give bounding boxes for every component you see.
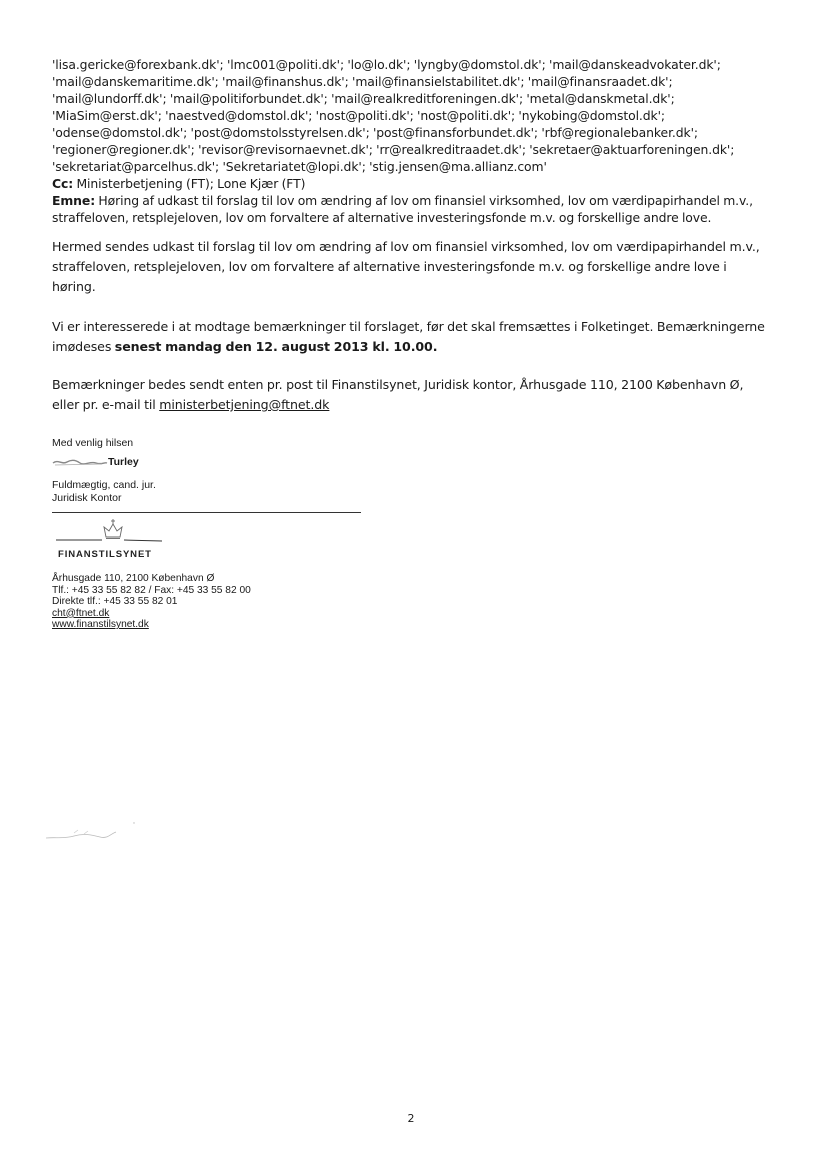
contact-block <box>52 573 251 631</box>
recipient-line: 'mail@danskemaritime.dk'; 'mail@finanshus.dk'; 'mail@finansielstabilitet.dk'; 'mail@finansraadet.dk'; <box>52 74 673 89</box>
paragraph-deadline <box>52 317 782 357</box>
signature-details <box>52 479 156 504</box>
contact-phone: Tlf.: +45 33 55 82 82 / Fax: +45 33 55 82 00 <box>52 584 251 596</box>
deadline-prefix: imødeses <box>52 339 115 354</box>
subject-text-2: straffeloven, retsplejeloven, lov om forvaltere af alternative investeringsfonde m.v. og forskellige andre love. <box>52 210 712 225</box>
paragraph-intro <box>52 237 782 297</box>
subject-line <box>52 192 782 226</box>
cc-line <box>52 175 782 192</box>
contact-direct-phone: Direkte tlf.: +45 33 55 82 01 <box>52 596 178 607</box>
crown-logo-icon <box>52 516 164 546</box>
paragraph-line: straffeloven, retsplejeloven, lov om forvaltere af alternative investeringsfonde m.v. og forskellige andre love i <box>52 259 727 274</box>
scan-smudge-icon <box>44 820 144 844</box>
recipient-list <box>52 56 772 175</box>
signature-greeting: Med venlig hilsen <box>52 437 134 449</box>
redaction-scribble-icon <box>52 457 108 467</box>
cc-label: Cc: <box>52 176 74 191</box>
contact-email-link[interactable]: cht@ftnet.dk <box>52 607 110 619</box>
paragraph-line <box>52 395 782 415</box>
signature-department: Juridisk Kontor <box>52 491 122 504</box>
recipient-line: 'regioner@regioner.dk'; 'revisor@revisornaevnet.dk'; 'rr@realkreditraadet.dk'; 'sekretaer@aktuarforeningen.dk'; <box>52 142 735 157</box>
logo-wordmark: FINANSTILSYNET <box>58 549 152 560</box>
page-number: 2 <box>407 1112 415 1125</box>
contact-address: Århusgade 110, 2100 København Ø <box>52 573 215 584</box>
recipient-line: 'lisa.gericke@forexbank.dk'; 'lmc001@politi.dk'; 'lo@lo.dk'; 'lyngby@domstol.dk'; 'mail@danskeadvokater.dk'; <box>52 57 721 72</box>
recipient-line: 'sekretariat@parcelhus.dk'; 'Sekretariatet@lopi.dk'; 'stig.jensen@ma.allianz.com' <box>52 159 547 174</box>
subject-text-1: Høring af udkast til forslag til lov om ændring af lov om finansiel virksomhed, lov om værdipapirhandel m.v., <box>98 193 753 208</box>
recipient-line: 'mail@lundorff.dk'; 'mail@politiforbundet.dk'; 'mail@realkreditforeningen.dk'; 'metal@danskmetal.dk'; <box>52 91 675 106</box>
paragraph-submission <box>52 375 782 415</box>
paragraph-line: Bemærkninger bedes sendt enten pr. post til Finanstilsynet, Juridisk kontor, Århusgade 110, 2100 København Ø, <box>52 377 744 392</box>
cc-value: Ministerbetjening (FT); Lone Kjær (FT) <box>76 176 306 191</box>
ministerbetjening-email-link[interactable]: ministerbetjening@ftnet.dk <box>159 397 330 412</box>
paragraph-line: Vi er interesserede i at modtage bemærkninger til forslaget, før det skal fremsættes i Folketinget. Bemærkningerne <box>52 319 765 334</box>
contact-website-link[interactable]: www.finanstilsynet.dk <box>52 619 149 630</box>
recipient-line: 'MiaSim@erst.dk'; 'naestved@domstol.dk'; 'nost@politi.dk'; 'nost@politi.dk'; 'nykobing@domstol.dk'; <box>52 108 665 123</box>
recipient-line: 'odense@domstol.dk'; 'post@domstolsstyrelsen.dk'; 'post@finansforbundet.dk'; 'rbf@regionalebanker.dk'; <box>52 125 698 140</box>
signature-title: Fuldmægtig, cand. jur. <box>52 479 156 491</box>
subject-label: Emne: <box>52 193 96 208</box>
deadline-date: senest mandag den 12. august 2013 kl. 10.00. <box>114 339 438 354</box>
signature-name: Turley <box>108 456 139 468</box>
paragraph-line: høring. <box>52 279 96 294</box>
signature-divider <box>52 512 361 513</box>
paragraph-line: Hermed sendes udkast til forslag til lov om ændring af lov om finansiel virksomhed, lov om værdipapirhandel m.v., <box>52 239 760 254</box>
email-prefix: eller pr. e-mail til <box>52 397 160 412</box>
paragraph-line <box>52 337 782 357</box>
signature-name-row <box>52 456 139 469</box>
